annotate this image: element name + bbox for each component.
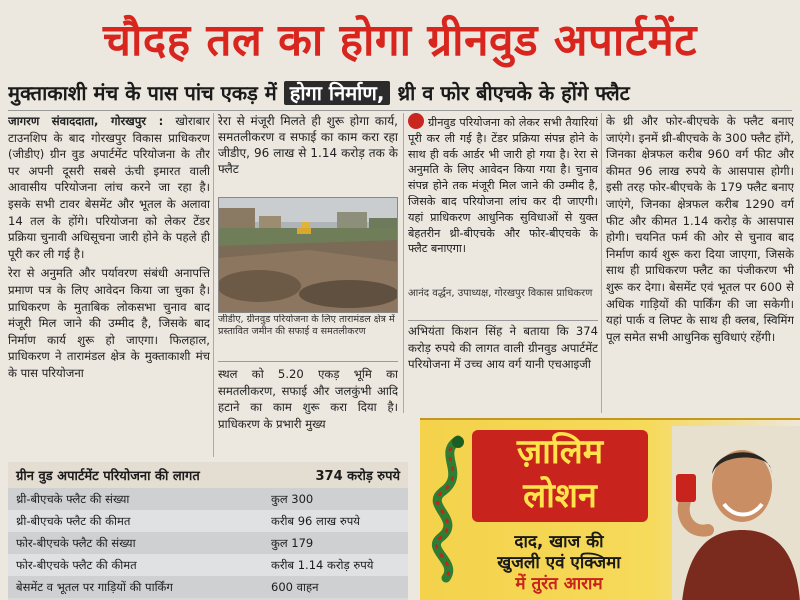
cost-table	[8, 462, 408, 600]
table-header	[8, 462, 408, 488]
divider	[8, 110, 792, 111]
table-cell-value: कुल 300	[271, 491, 314, 506]
column-divider	[601, 113, 602, 413]
table-cell-label: थ्री-बीएचके फ्लैट की कीमत	[16, 513, 131, 528]
subhead-text-before: मुक्ताकाशी मंच के पास पांच एकड़ में	[8, 81, 284, 105]
ad-tagline-3: में तुरंत आराम	[515, 574, 603, 594]
subheadline	[8, 78, 792, 108]
byline: जागरण संवाददाता, गोरखपुर :	[8, 114, 164, 128]
table-cell-label: फोर-बीएचके फ्लैट की संख्या	[16, 535, 136, 550]
ad-tagline-2: खुजली एवं एक्जिमा	[497, 553, 621, 573]
article-deck: रेरा से मंजूरी मिलते ही शुरू होगा कार्य, समतलीकरण व सफाई का काम करा रहा जीडीए, 96 लाख से 1.14 करोड़ तक के फ्लैट	[218, 114, 398, 176]
table-total: 374 करोड़ रुपये	[315, 469, 400, 484]
photo-caption: जीडीए, ग्रीनवुड परियोजना के लिए तारामंडल क्षेत्र में प्रस्तावित जमीन की सफाई व समतलीकरण	[218, 314, 398, 362]
table-cell-label: थ्री-बीएचके फ्लैट की संख्या	[16, 491, 130, 506]
advertisement	[420, 418, 800, 600]
quote-attribution: आनंद वर्द्धन, उपाध्यक्ष, गोरखपुर विकास प्राधिकरण	[408, 287, 598, 321]
table-title: ग्रीन वुड अपार्टमेंट परियोजना की लागत	[16, 469, 200, 484]
subhead-highlight: होगा निर्माण,	[284, 81, 391, 105]
celebrity-image	[672, 426, 800, 600]
paragraph: रेरा से अनुमति और पर्यावरण संबंधी अनापत्ति प्रमाण पत्र के लिए आवेदन किया जा चुका है। प्राधिकरण के मुताबिक लोकसभा चुनाव बाद मंजूरी मिल जाने की उम्मीद है, जिसके बाद निर्माण कार्य शुरू हो जाएगा। फिलहाल, प्राधिकरण ने तारामंडल क्षेत्र के मुक्ताकाशी मंच के पास परियोजना	[8, 266, 210, 380]
table-body	[8, 488, 408, 598]
site-photo	[218, 197, 398, 313]
table-row	[8, 554, 408, 576]
subhead-text-after: थ्री व फोर बीएचके के होंगे फ्लैट	[390, 81, 630, 105]
quote-box	[408, 113, 598, 313]
brand-name-line1: ज़ालिम	[516, 432, 604, 472]
paragraph: खोराबार टाउनशिप के बाद गोरखपुर विकास प्राधिकरण (जीडीए) ग्रीन वुड अपार्टमेंट परियोजना के तौर पर अपनी दूसरी सबसे ऊंची इमारत वाली आवासीय परियोजना लांच करने जा रहा है। इसके सभी टावर बेसमेंट और भूतल के अलावा 14 तल के होंगे। परियोजना को लेकर टेंडर प्रक्रिया चुनावी अधिसूचना जारी होने के पहले ही पूरी कर ली गई है।	[8, 114, 210, 261]
article-column-1	[8, 113, 210, 457]
column-divider	[403, 113, 404, 413]
quote-text: ग्रीनवुड परियोजना को लेकर सभी तैयारियां पूरी कर ली गई है। टेंडर प्रक्रिया संपन्न होने के साथ ही वर्क आर्डर भी जारी हो गया है। रेरा से अनुमति के लिए आवेदन किया गया है। चुनाव संपन्न होने तक मंजूरी मिल जाने की उम्मीद है, जिसके बाद परियोजना लांच कर दी जाएगी। यहां प्राधिकरण आधुनिक सुविधाओं से युक्त बेहतरीन थ्री-बीएचके और फोर-बीएचके के फ्लैट बनाएगा।	[408, 116, 598, 256]
table-row	[8, 532, 408, 554]
table-cell-value: करीब 96 लाख रुपये	[271, 513, 360, 528]
table-cell-value: कुल 179	[271, 535, 314, 550]
column-divider	[213, 113, 214, 457]
brand-logo	[472, 430, 648, 522]
table-cell-value: करीब 1.14 करोड़ रुपये	[271, 557, 374, 572]
headline: चौदह तल का होगा ग्रीनवुड अपार्टमेंट	[103, 15, 697, 66]
table-cell-value: 600 वाहन	[271, 579, 319, 594]
table-row	[8, 488, 408, 510]
ad-tagline	[450, 532, 668, 598]
article-column-4: के थ्री और फोर-बीएचके के फ्लैट बनाए जाएंगे। इनमें थ्री-बीएचके के 300 फ्लैट होंगे, जिनका क्षेत्रफल करीब 960 वर्ग फीट और कीमत 96 लाख रुपये के आसपास होगी। इसी तरह फोर-बीएचके के 179 फ्लैट बनाए जाएंगे, जिनका क्षेत्रफल करीब 1290 वर्ग फीट और कीमत 1.14 करोड़ के आसपास होगी। चयनित फर्म की ओर से चुनाव बाद निर्माण कार्य शुरू करा दिया जाएगा, जिसके साथ ही प्राधिकरण फ्लैट का पंजीकरण भी शुरू कर देगा। बेसमेंट एवं भूतल पर 600 से अधिक गाड़ियों की पार्किंग की जा सकेगी। यहां पार्क व लिफ्ट के साथ ही क्लब, स्विमिंग पूल समेत सभी आधुनिक सुविधाएं रहेंगी।	[606, 114, 794, 344]
ad-tagline-1: दाद, खाज की	[514, 532, 604, 552]
quote-icon	[408, 113, 424, 129]
table-cell-label: बेसमेंट व भूतल पर गाड़ियों की पार्किंग	[16, 579, 173, 594]
article-column-3: अभियंता किशन सिंह ने बताया कि 374 करोड़ रुपये की लागत वाली ग्रीनवुड अपार्टमेंट परियोजना में उच्च आय वर्ग यानी एचआइजी	[408, 324, 598, 372]
brand-name-line2: लोशन	[523, 476, 597, 516]
article-column-2: स्थल को 5.20 एकड़ भूमि का समतलीकरण, सफाई और जलकुंभी आदि हटाने का काम शुरू करा दिया है। प्राधिकरण के प्रभारी मुख्य	[218, 367, 398, 431]
table-row	[8, 510, 408, 532]
table-row	[8, 576, 408, 598]
table-cell-label: फोर-बीएचके फ्लैट की कीमत	[16, 557, 137, 572]
